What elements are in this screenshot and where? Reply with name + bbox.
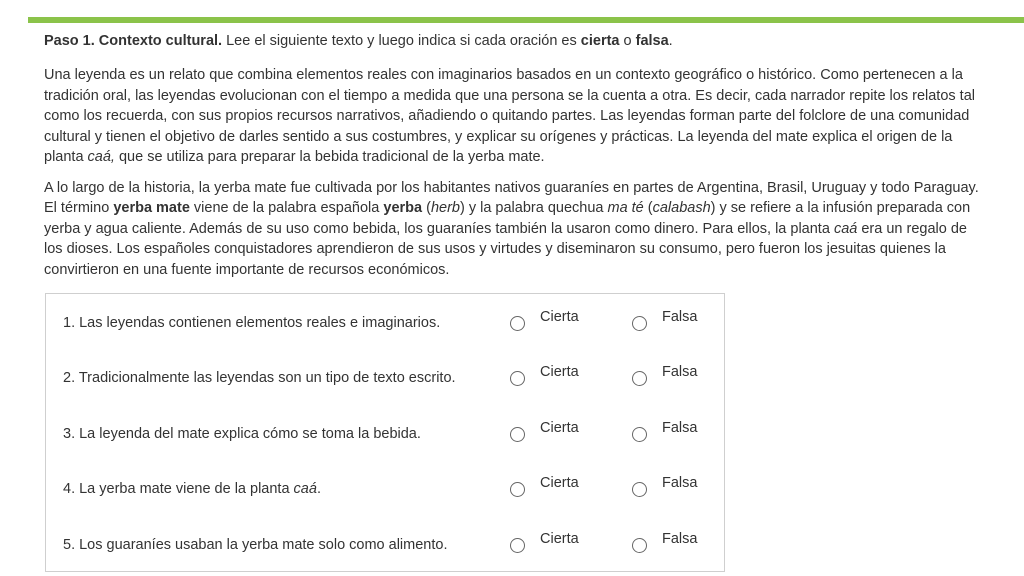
quiz-row-2	[46, 364, 724, 392]
step-label: Paso 1. Contexto cultural.	[44, 33, 223, 49]
p1-line-2: tradición oral, las leyendas evolucionan con el tiempo a medida que una persona se la cuenta a otra. Es decir, cada narrador repite los relatos tal	[44, 87, 975, 104]
q5-cierta-radio[interactable]	[510, 538, 525, 553]
question-5: 5. Los guaraníes usaban la yerba mate solo como alimento.	[63, 537, 448, 553]
term-caa: caá	[293, 481, 317, 497]
cierta-label[interactable]: Cierta	[540, 531, 579, 547]
p1-line-5-start: planta	[44, 149, 88, 165]
q3-falsa-radio[interactable]	[632, 427, 647, 442]
true-false-quiz	[45, 293, 725, 572]
p2-line-5: convirtieron en una fuente importante de recursos económicos.	[44, 261, 450, 278]
p2-text: yerba y agua caliente. Además de su uso como bebida, los guaraníes también la usaron como dinero. Para ellos, la planta	[44, 220, 834, 237]
p2-line-1: A lo largo de la historia, la yerba mate fue cultivada por los habitantes nativos guaraníes en partes de Argentina, Brasil, Uruguay y todo Paraguay.	[44, 179, 979, 196]
paragraph-1	[44, 65, 1012, 168]
falsa-label[interactable]: Falsa	[662, 309, 698, 325]
p1-line-1: Una leyenda es un relato que combina elementos reales con imaginarios basados en un contexto geográfico o histórico. Como pertenecen a la	[44, 67, 963, 83]
falsa-label[interactable]: Falsa	[662, 531, 698, 547]
q1-falsa-radio[interactable]	[632, 316, 647, 331]
p2-line-4: los dioses. Los españoles conquistadores aprendieron de sus usos y virtudes y diseminaron su consumo, pero fueron los jesuitas quienes la	[44, 241, 946, 257]
paragraph-2	[44, 178, 1012, 281]
keyword-falsa: falsa	[635, 33, 669, 49]
q4-falsa-radio[interactable]	[632, 482, 647, 497]
quiz-row-1	[46, 309, 724, 337]
cierta-label[interactable]: Cierta	[540, 420, 579, 436]
quiz-row-5	[46, 531, 724, 559]
question-4-end: .	[316, 481, 321, 497]
cierta-label[interactable]: Cierta	[540, 364, 579, 380]
instructions-end: .	[668, 33, 673, 49]
q3-cierta-radio[interactable]	[510, 427, 525, 442]
quiz-row-4	[46, 475, 724, 503]
instructions-text: Lee el siguiente texto y luego indica si cada oración es	[222, 33, 581, 49]
quiz-row-3	[46, 420, 724, 448]
question-2: 2. Tradicionalmente las leyendas son un tipo de texto escrito.	[63, 370, 456, 386]
q1-cierta-radio[interactable]	[510, 316, 525, 331]
term-ma-te: ma té	[607, 200, 644, 216]
term-calabash: calabash	[652, 200, 711, 216]
term-herb: herb	[430, 200, 460, 216]
p2-text: ) y la palabra quechua	[459, 200, 608, 216]
p2-text: (	[422, 200, 431, 216]
instructions	[44, 31, 1012, 51]
falsa-label[interactable]: Falsa	[662, 475, 698, 491]
p2-line-3	[44, 219, 1012, 240]
falsa-label[interactable]: Falsa	[662, 364, 698, 380]
q4-cierta-radio[interactable]	[510, 482, 525, 497]
cierta-label[interactable]: Cierta	[540, 309, 579, 325]
p1-line-5-end: que se utiliza para preparar la bebida tradicional de la yerba mate.	[114, 149, 545, 165]
p2-text: (	[643, 200, 653, 216]
question-3: 3. La leyenda del mate explica cómo se toma la bebida.	[63, 426, 421, 442]
reading-section	[44, 31, 1012, 290]
term-yerba: yerba	[383, 200, 423, 216]
p2-text: ) y se refiere a la infusión preparada con	[710, 200, 971, 216]
p1-line-4: cultural y tienen el objetivo de darles sentido a sus costumbres, y explicar su orígenes y prácticas. La leyenda del mate explica el origen de la	[44, 128, 953, 145]
term-yerba-mate: yerba mate	[113, 200, 190, 216]
q2-cierta-radio[interactable]	[510, 371, 525, 386]
term-caa: caá	[833, 220, 858, 237]
accent-bar	[28, 17, 1024, 23]
p2-text: viene de la palabra española	[189, 200, 384, 216]
question-4	[63, 475, 321, 503]
term-caa: caá,	[87, 149, 115, 165]
question-4-text: 4. La yerba mate viene de la planta	[63, 481, 294, 497]
p2-text: era un regalo de	[857, 220, 967, 237]
p2-line-2	[44, 198, 1012, 219]
q5-falsa-radio[interactable]	[632, 538, 647, 553]
question-1: 1. Las leyendas contienen elementos reales e imaginarios.	[63, 315, 441, 331]
p1-line-5	[44, 147, 1012, 168]
cierta-label[interactable]: Cierta	[540, 475, 579, 491]
q2-falsa-radio[interactable]	[632, 371, 647, 386]
p1-line-3: como los recuerda, con sus propios recursos narrativos, añadiendo o quitando partes. Las leyendas forman parte del folclore de una comunidad	[44, 108, 970, 124]
p2-text: El término	[44, 200, 114, 216]
keyword-cierta: cierta	[580, 33, 620, 49]
instructions-connector: o	[619, 33, 636, 49]
falsa-label[interactable]: Falsa	[662, 420, 698, 436]
